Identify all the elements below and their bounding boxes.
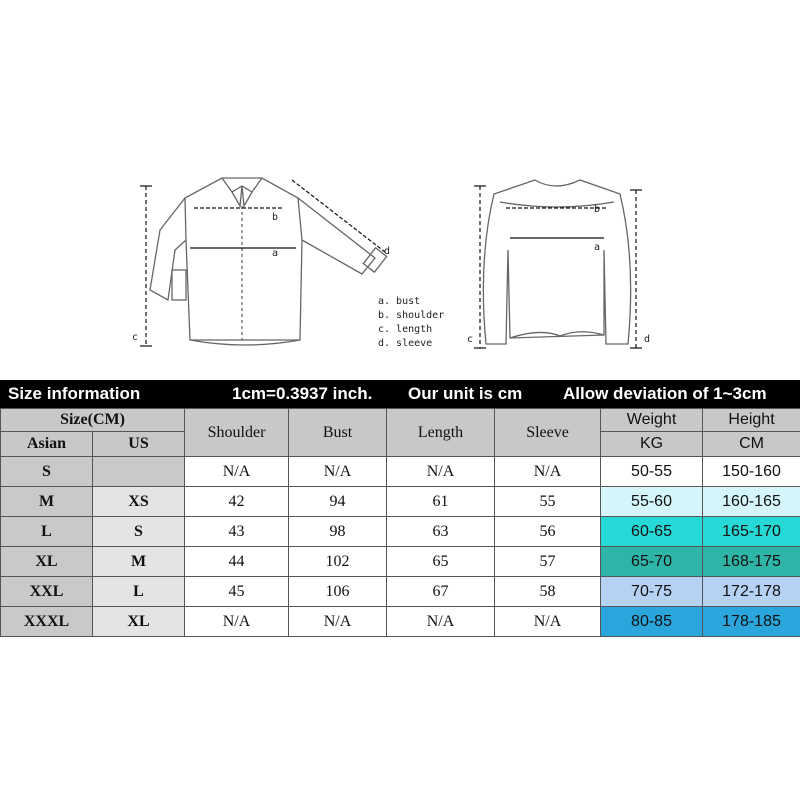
label-b-back: b [594,204,601,215]
legend-sleeve: d. sleeve [378,338,433,349]
cell-sleeve: N/A [495,607,601,637]
cell-sleeve: N/A [495,457,601,487]
cell-bust: N/A [289,457,387,487]
height-unit-header: CM [703,432,800,457]
cell-sleeve: 57 [495,547,601,577]
size-table [0,408,800,637]
banner-title: Size information [8,384,141,403]
cell-height: 150-160 [703,457,800,487]
cell-us: S [93,517,185,547]
table-row [1,487,800,517]
cell-weight: 60-65 [601,517,703,547]
label-c-front: c [132,332,139,343]
cell-shoulder: 42 [185,487,289,517]
cell-asian: XXXL [1,607,93,637]
cell-length: 63 [387,517,495,547]
cell-length: N/A [387,457,495,487]
cell-height: 168-175 [703,547,800,577]
cell-shoulder: 45 [185,577,289,607]
cell-length: 67 [387,577,495,607]
cell-height: 160-165 [703,487,800,517]
weight-header: Weight [601,409,703,432]
measure-legend [378,296,444,349]
measurement-diagram [0,150,800,360]
cell-us: XL [93,607,185,637]
cell-bust: 98 [289,517,387,547]
cell-shoulder: N/A [185,457,289,487]
banner-deviation: Allow deviation of 1~3cm [563,384,767,403]
shirt-front-illustration [150,178,387,345]
cell-asian: M [1,487,93,517]
cell-bust: 106 [289,577,387,607]
shoulder-header: Shoulder [185,409,289,457]
cell-bust: 94 [289,487,387,517]
cell-us [93,457,185,487]
size-rows [1,457,800,637]
table-row [1,517,800,547]
label-a-back: a [594,242,601,253]
header-row-1 [1,409,800,432]
cell-height: 165-170 [703,517,800,547]
size-info-banner [0,380,800,408]
table-row [1,547,800,577]
label-d-front: d [384,246,391,257]
cell-sleeve: 56 [495,517,601,547]
cell-shoulder: N/A [185,607,289,637]
banner-conversion: 1cm=0.3937 inch. [232,384,373,403]
table-row [1,607,800,637]
cell-sleeve: 58 [495,577,601,607]
cell-height: 178-185 [703,607,800,637]
cell-length: 61 [387,487,495,517]
cell-weight: 70-75 [601,577,703,607]
cell-weight: 55-60 [601,487,703,517]
label-c-back: c [467,334,474,345]
height-header: Height [703,409,800,432]
cell-bust: N/A [289,607,387,637]
shirt-diagram-svg [0,150,800,360]
cell-us: M [93,547,185,577]
weight-unit-header: KG [601,432,703,457]
label-b-front: b [272,212,279,223]
legend-bust: a. bust [378,296,421,307]
us-header: US [93,432,185,457]
cell-length: 65 [387,547,495,577]
length-header: Length [387,409,495,457]
cell-sleeve: 55 [495,487,601,517]
asian-header: Asian [1,432,93,457]
label-a-front: a [272,248,279,259]
front-measure-lines [140,180,385,346]
cell-asian: XXL [1,577,93,607]
cell-asian: XL [1,547,93,577]
cell-weight: 80-85 [601,607,703,637]
label-d-back: d [644,334,651,345]
shirt-back-illustration [483,180,630,344]
back-measure-lines [474,186,642,348]
banner-unit: Our unit is cm [408,384,523,403]
legend-shoulder: b. shoulder [378,310,445,321]
cell-asian: S [1,457,93,487]
sleeve-header: Sleeve [495,409,601,457]
cell-us: L [93,577,185,607]
bust-header: Bust [289,409,387,457]
cell-bust: 102 [289,547,387,577]
cell-weight: 50-55 [601,457,703,487]
legend-length: c. length [378,324,433,335]
table-row [1,457,800,487]
cell-length: N/A [387,607,495,637]
cell-asian: L [1,517,93,547]
cell-shoulder: 44 [185,547,289,577]
cell-height: 172-178 [703,577,800,607]
cell-shoulder: 43 [185,517,289,547]
table-row [1,577,800,607]
size-cm-header: Size(CM) [1,409,185,432]
cell-weight: 65-70 [601,547,703,577]
cell-us: XS [93,487,185,517]
